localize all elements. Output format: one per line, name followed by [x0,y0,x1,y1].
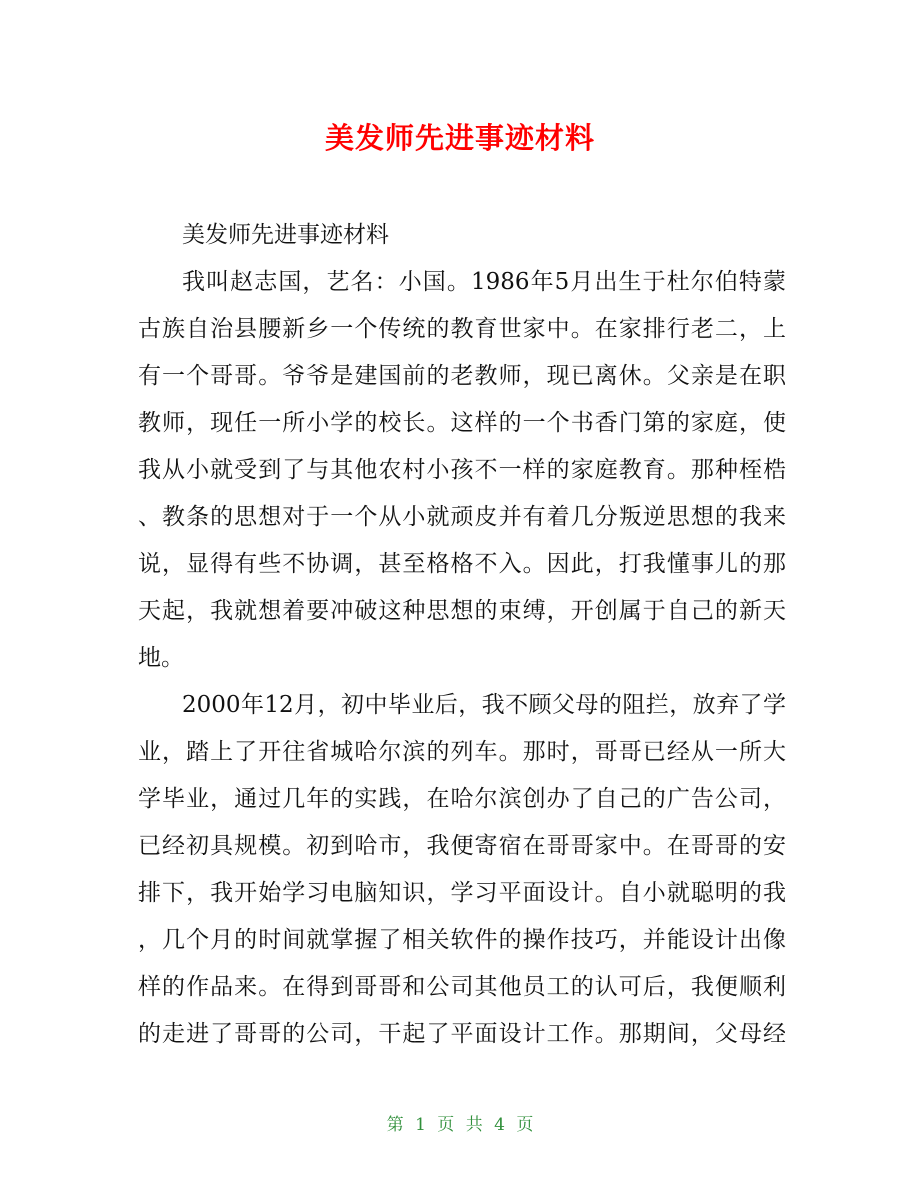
body-line: ，几个月的时间就掌握了相关软件的操作技巧，并能设计出像 [138,927,786,953]
body-line: 2000年12月，初中毕业后，我不顾父母的阻拦，放弃了学 [182,692,786,718]
body-line: 地。 [138,645,184,671]
body-line: 说，显得有些不协调，甚至格格不入。因此，打我懂事儿的那 [138,551,786,577]
body-line: 我从小就受到了与其他农村小孩不一样的家庭教育。那种桎梏 [138,457,786,483]
page-number-footer: 第 1 页 共 4 页 [386,1115,534,1135]
body-line: 美发师先进事迹材料 [182,222,389,248]
document-body [138,212,786,1058]
body-line: 古族自治县腰新乡一个传统的教育世家中。在家排行老二，上 [138,316,786,342]
body-line: 我叫赵志国，艺名：小国。1986年5月出生于杜尔伯特蒙 [182,269,786,295]
body-line: 样的作品来。在得到哥哥和公司其他员工的认可后，我便顺利 [138,974,786,1000]
body-line: 的走进了哥哥的公司，干起了平面设计工作。那期间，父母经 [138,1021,786,1047]
body-line: 、教条的思想对于一个从小就顽皮并有着几分叛逆思想的我来 [138,504,786,530]
body-line: 排下，我开始学习电脑知识，学习平面设计。自小就聪明的我 [138,880,786,906]
body-line: 有一个哥哥。爷爷是建国前的老教师，现已离休。父亲是在职 [138,363,786,389]
body-line: 学毕业，通过几年的实践，在哈尔滨创办了自己的广告公司， [138,786,786,812]
body-line: 业，踏上了开往省城哈尔滨的列车。那时，哥哥已经从一所大 [138,739,786,765]
body-line: 教师，现任一所小学的校长。这样的一个书香门第的家庭，使 [138,410,786,436]
body-line: 已经初具规模。初到哈市，我便寄宿在哥哥家中。在哥哥的安 [138,833,786,859]
body-line: 天起，我就想着要冲破这种思想的束缚，开创属于自己的新天 [138,598,786,624]
document-title: 美发师先进事迹材料 [324,121,595,155]
